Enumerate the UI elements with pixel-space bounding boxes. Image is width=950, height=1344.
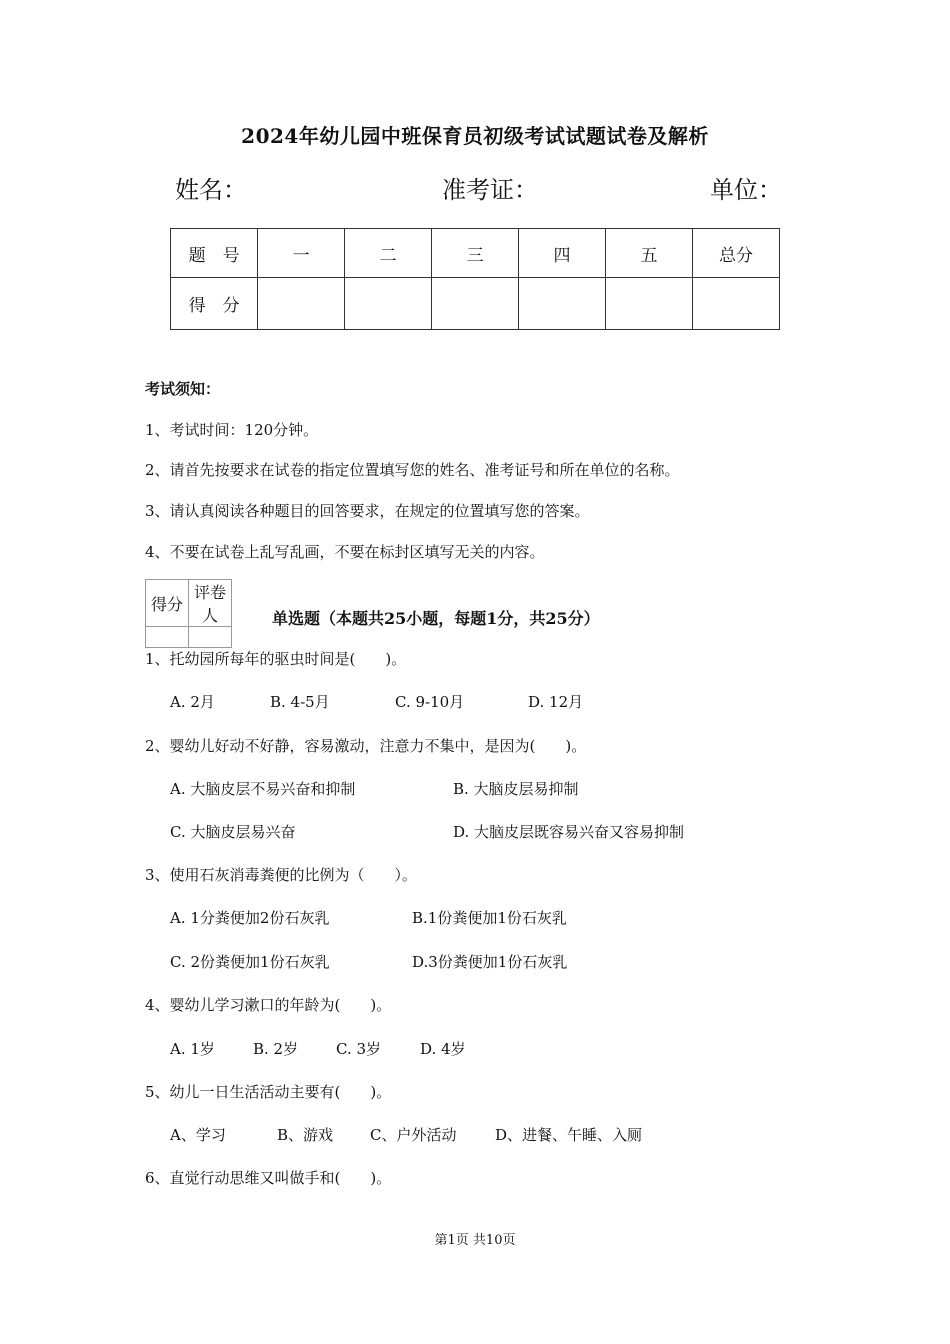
header-cell-3: 三 [432, 229, 519, 278]
option-a: A. 大脑皮层不易兴奋和抑制 [170, 780, 356, 798]
question-stem: 5、幼儿一日生活活动主要有( )。 [145, 1083, 392, 1101]
name-field-label: 姓名： [175, 176, 247, 204]
notice-heading: 考试须知： [145, 380, 221, 398]
notice-item: 1、考试时间：120分钟。 [145, 421, 319, 439]
option-d: D. 12月 [528, 693, 584, 711]
option-d: D. 4岁 [420, 1040, 466, 1058]
score-table-header-row [171, 229, 780, 278]
option-c: C. 大脑皮层易兴奋 [170, 823, 296, 841]
option-c: C. 9-10月 [395, 693, 465, 711]
option-d: D.3份粪便加1份石灰乳 [412, 953, 568, 971]
notice-item: 4、不要在试卷上乱写乱画，不要在标封区填写无关的内容。 [145, 543, 545, 561]
option-a: A. 2月 [170, 693, 215, 711]
option-a: A、学习 [170, 1126, 226, 1144]
option-b: B、游戏 [277, 1126, 334, 1144]
header-cell-1: 一 [258, 229, 345, 278]
score-table-score-row [171, 278, 780, 330]
page-footer: 第1页 共10页 [434, 1233, 516, 1248]
option-a: A. 1分粪便加2份石灰乳 [170, 909, 330, 927]
grader-reviewer-cell [189, 627, 232, 648]
header-cell-total: 总分 [692, 229, 779, 278]
option-a: A. 1岁 [170, 1040, 215, 1058]
option-d: D、进餐、午睡、入厕 [495, 1126, 643, 1144]
header-cell-question-no: 题 号 [171, 229, 258, 278]
grader-box [145, 579, 232, 648]
notice-item: 2、请首先按要求在试卷的指定位置填写您的姓名、准考证号和所在单位的名称。 [145, 461, 680, 479]
header-cell-4: 四 [519, 229, 606, 278]
option-b: B.1份粪便加1份石灰乳 [412, 909, 567, 927]
grader-score-label: 得分 [146, 580, 189, 627]
question-stem: 4、婴幼儿学习漱口的年龄为( )。 [145, 996, 392, 1014]
option-c: C、户外活动 [370, 1126, 457, 1144]
unit-field-label: 单位： [710, 176, 782, 204]
score-cell-1 [258, 278, 345, 330]
question-stem: 6、直觉行动思维又叫做手和( )。 [145, 1169, 392, 1187]
option-c: C. 3岁 [336, 1040, 382, 1058]
section-title: 单选题（本题共25小题，每题1分，共25分） [272, 609, 600, 628]
document-title: 2024年幼儿园中班保育员初级考试试题试卷及解析 [241, 124, 709, 148]
grader-reviewer-label: 评卷人 [189, 580, 232, 627]
score-cell-4 [519, 278, 606, 330]
grader-score-cell [146, 627, 189, 648]
score-table [170, 228, 780, 330]
option-b: B. 4-5月 [270, 693, 330, 711]
option-b: B. 大脑皮层易抑制 [453, 780, 579, 798]
exam-number-field-label: 准考证： [442, 176, 538, 204]
option-b: B. 2岁 [253, 1040, 299, 1058]
score-cell-2 [345, 278, 432, 330]
question-stem: 2、婴幼儿好动不好静，容易激动，注意力不集中，是因为( )。 [145, 737, 587, 755]
score-cell-total [692, 278, 779, 330]
score-cell-3 [432, 278, 519, 330]
score-cell-5 [606, 278, 693, 330]
question-stem: 3、使用石灰消毒粪便的比例为（ ）。 [145, 866, 418, 884]
option-c: C. 2份粪便加1份石灰乳 [170, 953, 330, 971]
question-stem: 1、托幼园所每年的驱虫时间是( )。 [145, 650, 407, 668]
option-d: D. 大脑皮层既容易兴奋又容易抑制 [453, 823, 685, 841]
header-cell-2: 二 [345, 229, 432, 278]
notice-item: 3、请认真阅读各种题目的回答要求，在规定的位置填写您的答案。 [145, 502, 590, 520]
score-row-label: 得 分 [171, 278, 258, 330]
header-cell-5: 五 [606, 229, 693, 278]
